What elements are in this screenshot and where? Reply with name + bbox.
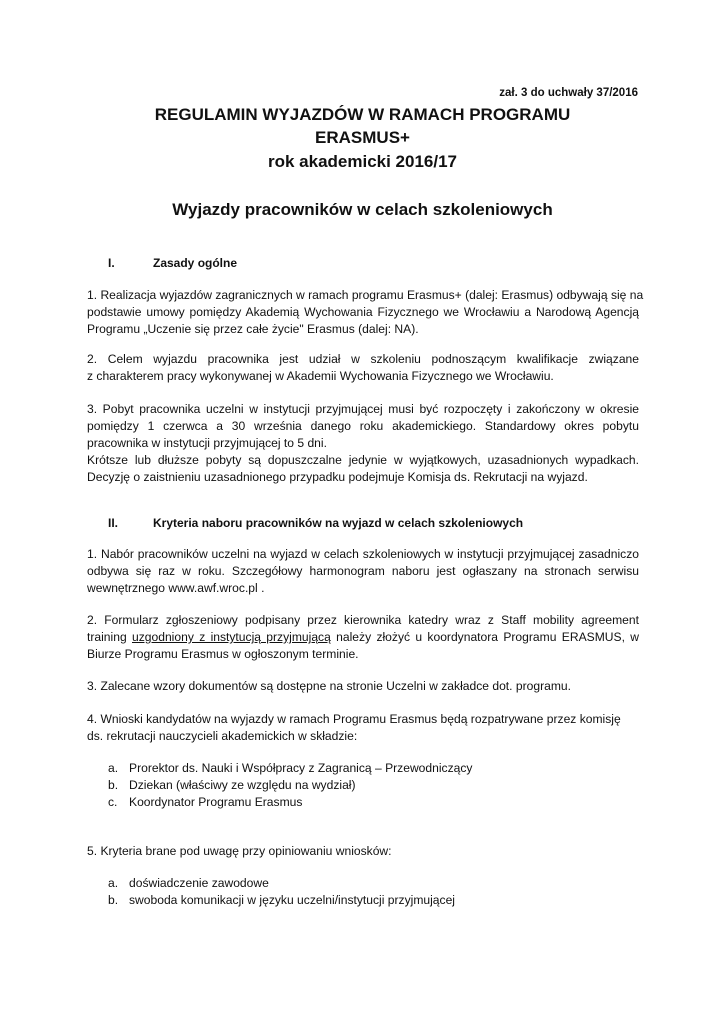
text-line: 2. Formularz zgłoszeniowy podpisany przez kierownika katedry wraz z Staff mobility agreement: [87, 613, 639, 627]
text-line: pracownika w instytucji przyjmującej to 5 dni.: [87, 436, 327, 450]
paragraph-2-1: [87, 546, 639, 597]
text-segment: training: [87, 630, 132, 644]
section-number: II.: [108, 516, 119, 530]
text-line: pomiędzy 1 czerwca a 30 września danego roku akademickiego. Standardowy okres pobytu: [87, 419, 639, 433]
text-line: 4. Wnioski kandydatów na wyjazdy w ramach Programu Erasmus będą rozpatrywane przez komisję: [87, 712, 621, 726]
text-line: 3. Zalecane wzory dokumentów są dostępne na stronie Uczelni w zakładce dot. programu.: [87, 679, 572, 693]
section-title: Zasady ogólne: [153, 256, 238, 270]
section-title: Kryteria naboru pracowników na wyjazd w celach szkoleniowych: [153, 516, 524, 530]
list-letter: c.: [108, 795, 118, 809]
title-line-2: ERASMUS+: [315, 128, 410, 147]
text-line: 5. Kryteria brane pod uwagę przy opiniowaniu wniosków:: [87, 844, 392, 858]
paragraph-1-2: [87, 351, 639, 385]
paragraph-2-4: [87, 711, 639, 745]
list-item-text: swoboda komunikacji w języku uczelni/instytucji przyjmującej: [129, 893, 455, 907]
text-line: podstawie umowy pomiędzy Akademią Wychowania Fizycznego we Wrocławiu a Narodową Agencją: [87, 305, 639, 319]
list-item-text: doświadczenie zawodowe: [129, 876, 269, 890]
text-line: [87, 629, 639, 646]
document-subtitle: Wyjazdy pracowników w celach szkoleniowych: [172, 200, 553, 219]
paragraph-2-5: [87, 843, 639, 860]
text-line: 2. Celem wyjazdu pracownika jest udział w szkoleniu podnoszącym kwalifikacje związane: [87, 352, 639, 366]
list-letter: b.: [108, 893, 119, 907]
text-line: 3. Pobyt pracownika uczelni w instytucji przyjmującej musi być rozpoczęty i zakończony w okresie: [87, 402, 639, 416]
section-number: I.: [108, 256, 115, 270]
title-line-3: rok akademicki 2016/17: [267, 152, 458, 171]
list-letter: a.: [108, 761, 119, 775]
text-line: odbywa się raz w roku. Szczegółowy harmonogram naboru jest ogłaszany na stronach serwisu: [87, 564, 639, 578]
annex-note: zał. 3 do uchwały 37/2016: [499, 87, 638, 99]
text-line: 1. Nabór pracowników uczelni na wyjazd w celach szkoleniowych w instytucji przyjmującej zasadniczo: [87, 547, 639, 561]
underlined-text: uzgodniony z instytucją przyjmującą: [132, 630, 331, 644]
list-letter: a.: [108, 876, 119, 890]
list-item-text: Dziekan (właściwy ze względu na wydział): [129, 778, 356, 792]
text-segment: należy złożyć u koordynatora Programu ERASMUS, w: [330, 630, 639, 644]
list-item-text: Prorektor ds. Nauki i Współpracy z Zagranicą – Przewodniczący: [129, 761, 473, 775]
paragraph-1-1: [87, 287, 644, 338]
title-line-1: REGULAMIN WYJAZDÓW W RAMACH PROGRAMU: [154, 105, 571, 124]
text-line: wewnętrznego www.awf.wroc.pl .: [87, 581, 265, 595]
text-line: ds. rekrutacji nauczycieli akademickich w składzie:: [87, 729, 358, 743]
text-line: 1. Realizacja wyjazdów zagranicznych w ramach programu Erasmus+ (dalej: Erasmus) odbywają się na: [87, 288, 644, 302]
text-line: z charakterem pracy wykonywanej w Akademii Wychowania Fizycznego we Wrocławiu.: [87, 369, 554, 383]
text-line: Biurze Programu Erasmus w ogłoszonym terminie.: [87, 647, 359, 661]
paragraph-2-3: [87, 678, 639, 695]
text-line: Krótsze lub dłuższe pobyty są dopuszczalne jedynie w wyjątkowych, uzasadnionych wypadkach.: [87, 453, 639, 467]
paragraph-2-2: [87, 612, 639, 663]
paragraph-1-3: [87, 401, 639, 486]
list-item-text: Koordynator Programu Erasmus: [129, 795, 303, 809]
text-line: Programu „Uczenie się przez całe życie" Erasmus (dalej: NA).: [87, 322, 419, 336]
list-letter: b.: [108, 778, 119, 792]
text-line: Decyzję o zaistnieniu uzasadnionego przypadku podejmuje Komisja ds. Rekrutacji na wyjazd.: [87, 470, 588, 484]
